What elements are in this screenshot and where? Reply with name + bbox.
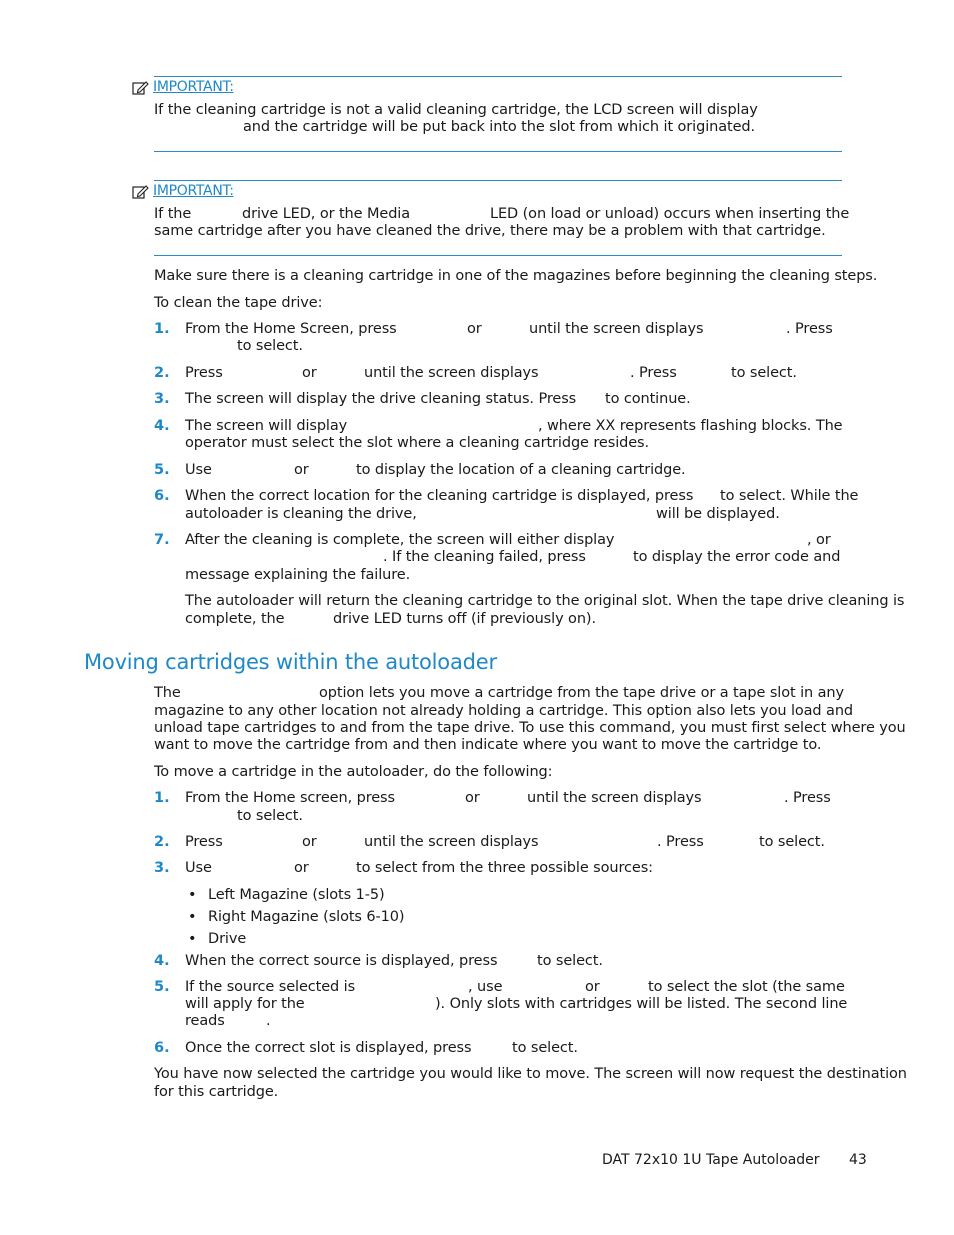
step-number: 2. [154,365,170,381]
bullet-dot: • [188,931,197,947]
move-intro-line3: unload tape cartridges to and from the tape drive. To use this command, you must first select where you [154,720,906,736]
important2-line2: same cartridge after you have cleaned the drive, there may be a problem with that cartridge. [154,223,826,239]
note-icon [132,184,149,199]
step-text: ). Only slots with cartridges will be listed. The second line [435,996,848,1012]
step-text: Once the correct slot is displayed, press [185,1040,472,1056]
step-number: 2. [154,834,170,850]
bullet-dot: • [188,909,197,925]
cleaning-after-line2b: drive LED turns off (if previously on). [333,611,596,627]
step-text: , or [807,532,831,548]
cleaning-after-line1: The autoloader will return the cleaning cartridge to the original slot. When the tape drive cleaning is [185,593,905,609]
step-text: will be displayed. [656,506,780,522]
cleaning-intro: Make sure there is a cleaning cartridge in one of the magazines before beginning the cleaning steps. [154,268,878,284]
step-number: 5. [154,979,170,995]
step-text: or [467,321,482,337]
step-text: After the cleaning is complete, the screen will either display [185,532,615,548]
cleaning-lead: To clean the tape drive: [154,295,323,311]
list-item: Drive [208,931,247,947]
footer-title: DAT 72x10 1U Tape Autoloader [602,1152,820,1168]
step-text: or [465,790,480,806]
step-text: . Press [786,321,833,337]
step-text: . Press [630,365,677,381]
step-text: The screen will display [185,418,348,434]
note-icon [132,80,149,95]
step-text: to select. [759,834,825,850]
step-text: reads [185,1013,225,1029]
step-text: From the Home screen, press [185,790,395,806]
step-text: operator must select the slot where a cleaning cartridge resides. [185,435,650,451]
important1-top-rule [154,76,842,77]
step-text: , use [468,979,503,995]
step-text: . Press [657,834,704,850]
list-item: Right Magazine (slots 6-10) [208,909,405,925]
step-text: to select. [237,808,303,824]
important1-line2: and the cartridge will be put back into the slot from which it originated. [243,119,756,135]
move-intro-line4: want to move the cartridge from and then indicate where you want to move the cartridge to. [154,737,822,753]
step-text: The screen will display the drive cleaning status. Press [185,391,577,407]
step-text: When the correct source is displayed, press [185,953,498,969]
step-text: When the correct location for the cleaning cartridge is displayed, press [185,488,694,504]
step-text: . [266,1013,271,1029]
step-text: to display the error code and [633,549,841,565]
step-text: to select. [537,953,603,969]
step-text: or [585,979,600,995]
closing-line1: You have now selected the cartridge you would like to move. The screen will now request the destination [154,1066,907,1082]
section-title: Moving cartridges within the autoloader [84,650,497,674]
important1-heading: IMPORTANT: [132,79,234,95]
step-number: 4. [154,953,170,969]
step-text: to continue. [605,391,691,407]
step-text: Press [185,365,223,381]
move-intro-line2: magazine to any other location not already holding a cartridge. This option also lets you load and [154,703,854,719]
step-text: to select. [512,1040,578,1056]
step-text: to select. While the [720,488,859,504]
step-text: , where XX represents flashing blocks. The [538,418,843,434]
step-number: 1. [154,790,170,806]
step-number: 7. [154,532,170,548]
step-text: until the screen displays [527,790,702,806]
closing-line2: for this cartridge. [154,1084,279,1100]
step-text: or [302,834,317,850]
step-text: From the Home Screen, press [185,321,397,337]
step-number: 1. [154,321,170,337]
step-text: to select from the three possible sources: [356,860,653,876]
step-text: autoloader is cleaning the drive, [185,506,417,522]
important1-bottom-rule [154,151,842,152]
step-text: until the screen displays [529,321,704,337]
important1-line1: If the cleaning cartridge is not a valid cleaning cartridge, the LCD screen will display [154,102,758,118]
step-text: . Press [784,790,831,806]
step-number: 6. [154,488,170,504]
step-text: or [302,365,317,381]
step-text: message explaining the failure. [185,567,411,583]
step-number: 3. [154,391,170,407]
cleaning-after-line2a: complete, the [185,611,285,627]
step-number: 3. [154,860,170,876]
step-text: to display the location of a cleaning cartridge. [356,462,686,478]
move-lead: To move a cartridge in the autoloader, do the following: [154,764,553,780]
important2-bottom-rule [154,255,842,256]
important2-heading: IMPORTANT: [132,183,234,199]
step-number: 5. [154,462,170,478]
important2-top-rule [154,180,842,181]
step-number: 4. [154,418,170,434]
important2-line1c: LED (on load or unload) occurs when inserting the [490,206,850,222]
move-intro-line1a: The [154,685,181,701]
important2-line1a: If the [154,206,192,222]
step-text: Use [185,462,212,478]
move-intro-line1b: option lets you move a cartridge from the tape drive or a tape slot in any [319,685,844,701]
important2-line1b: drive LED, or the Media [242,206,411,222]
step-text: to select. [237,338,303,354]
step-text: Use [185,860,212,876]
list-item: Left Magazine (slots 1-5) [208,887,385,903]
step-text: or [294,860,309,876]
step-text: or [294,462,309,478]
step-number: 6. [154,1040,170,1056]
page-number: 43 [849,1152,867,1168]
step-text: until the screen displays [364,365,539,381]
step-text: . If the cleaning failed, press [383,549,586,565]
step-text: until the screen displays [364,834,539,850]
step-text: If the source selected is [185,979,356,995]
step-text: to select the slot (the same [648,979,845,995]
bullet-dot: • [188,887,197,903]
step-text: Press [185,834,223,850]
step-text: will apply for the [185,996,305,1012]
step-text: to select. [731,365,797,381]
